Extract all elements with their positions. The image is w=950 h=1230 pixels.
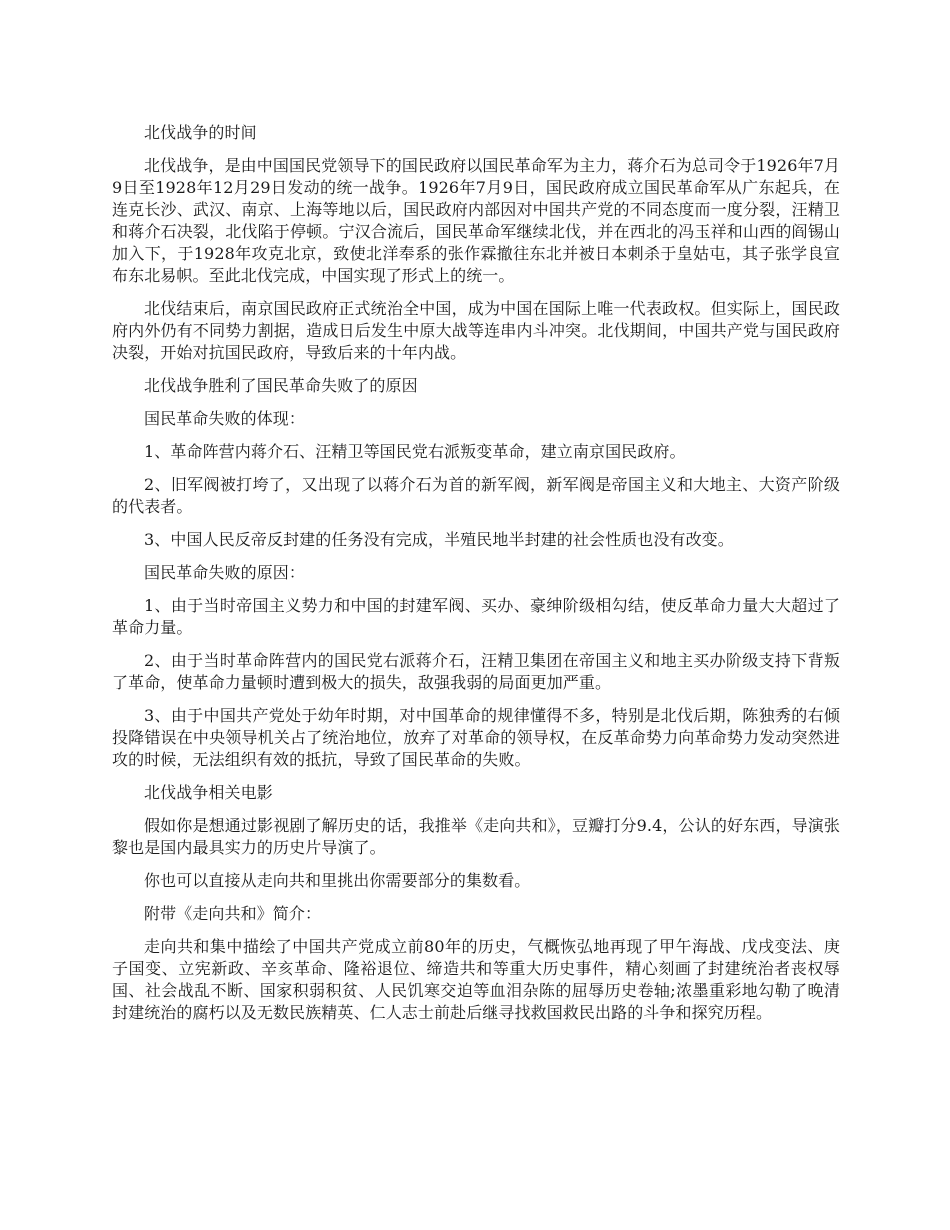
paragraph-overview: 北伐战争，是由中国国民党领导下的国民政府以国民革命军为主力，蒋介石为总司令于1926年7月9日至1928年12月29日发动的统一战争。1926年7月9日，国民政府成立国民革命军从广东起兵，在连克长沙、武汉、南京、上海等地以后，国民政府内部因对中国共产党的不同态度而一度分裂，汪精卫和蒋介石决裂，北伐陷于停顿。宁汉合流后，国民革命军继续北伐，并在西北的冯玉祥和山西的阎锡山加入下，于1928年攻克北京，致使北洋奉系的张作霖撤往东北并被日本刺杀于皇姑屯，其子张学良宣布东北易帜。至此北伐完成，中国实现了形式上的统一。: [112, 156, 840, 285]
paragraph-aftermath: 北伐结束后，南京国民政府正式统治全中国，成为中国在国际上唯一代表政权。但实际上，国民政府内外仍有不同势力割据，造成日后发生中原大战等连串内斗冲突。北伐期间，中国共产党与国民政府决裂，开始对抗国民政府，导致后来的十年内战。: [112, 299, 840, 362]
list-item-manifestation-2: 2、旧军阀被打垮了，又出现了以蒋介石为首的新军阀，新军阀是帝国主义和大地主、大资产阶级的代表者。: [112, 475, 840, 516]
subheading-synopsis: 附带《走向共和》简介：: [144, 904, 322, 923]
list-item-cause-2: 2、由于当时革命阵营内的国民党右派蒋介石，汪精卫集团在帝国主义和地主买办阶级支持下背叛了革命，使革命力量顿时遭到极大的损失，敌强我弱的局面更加严重。: [112, 651, 840, 692]
list-item-manifestation-1: 1、革命阵营内蒋介石、汪精卫等国民党右派叛变革命，建立南京国民政府。: [144, 442, 686, 461]
list-item-manifestation-3: 3、中国人民反帝反封建的任务没有完成，半殖民地半封建的社会性质也没有改变。: [144, 530, 734, 549]
section-heading-reasons: 北伐战争胜利了国民革命失败了的原因: [144, 376, 418, 395]
subheading-causes: 国民革命失败的原因：: [144, 563, 306, 582]
subheading-manifestation: 国民革命失败的体现：: [144, 409, 306, 428]
section-heading-time: 北伐战争的时间: [144, 123, 257, 142]
section-heading-films: 北伐战争相关电影: [144, 783, 273, 802]
paragraph-synopsis: 走向共和集中描绘了中国共产党成立前80年的历史，气概恢弘地再现了甲午海战、戊戌变法、庚子国变、立宪新政、辛亥革命、隆裕退位、缔造共和等重大历史事件，精心刻画了封建统治者丧权辱国、社会战乱不断、国家积弱积贫、人民饥寒交迫等血泪杂陈的屈辱历史卷轴;浓墨重彩地勾勒了晚清封建统治的腐朽以及无数民族精英、仁人志士前赴后继寻找救国救民出路的斗争和探究历程。: [112, 937, 840, 1022]
list-item-cause-1: 1、由于当时帝国主义势力和中国的封建军阀、买办、豪绅阶级相勾结，使反革命力量大大超过了革命力量。: [112, 596, 840, 637]
document-body: [112, 122, 840, 1035]
paragraph-film-recommendation: 假如你是想通过影视剧了解历史的话，我推举《走向共和》，豆瓣打分9.4，公认的好东西，导演张黎也是国内最具实力的历史片导演了。: [112, 816, 840, 857]
list-item-cause-3: 3、由于中国共产党处于幼年时期，对中国革命的规律懂得不多，特别是北伐后期，陈独秀的右倾投降错误在中央领导机关占了统治地位，放弃了对革命的领导权，在反革命势力向革命势力发动突然进攻的时候，无法组织有效的抵抗，导致了国民革命的失败。: [112, 706, 840, 769]
paragraph-episodes: 你也可以直接从走向共和里挑出你需要部分的集数看。: [144, 871, 531, 890]
